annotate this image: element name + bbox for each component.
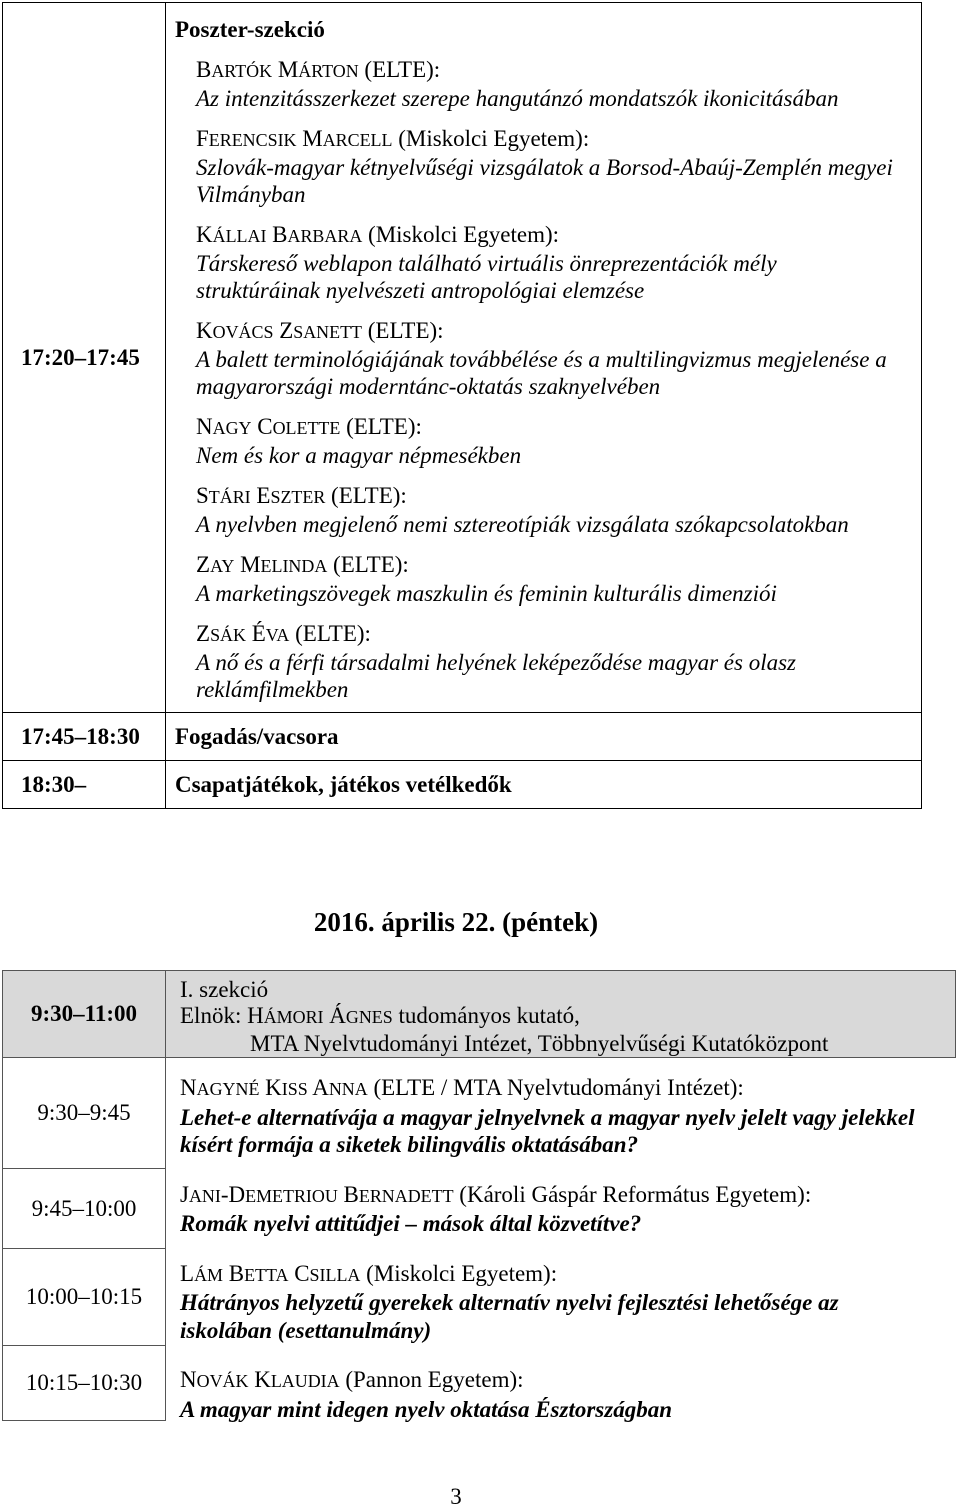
- reception-label: Fogadás/vacsora: [175, 723, 339, 749]
- speaker-name: [180, 1367, 340, 1392]
- games-time: 18:30–: [21, 771, 87, 797]
- name-small-caps-part: VA: [265, 624, 290, 645]
- talk-time: 9:45–10:00: [31, 1195, 137, 1221]
- presenter-line: [196, 317, 921, 346]
- name-initial-part: E: [250, 482, 271, 508]
- speaker-name: [180, 1261, 360, 1286]
- poster-session-time: 17:20–17:45: [21, 344, 140, 370]
- name-small-caps-part: SILLA: [309, 1264, 361, 1285]
- talk-entry: [180, 1181, 952, 1238]
- poster-entry: [166, 125, 921, 209]
- name-small-caps-part: ÁRTON: [298, 60, 359, 81]
- name-small-caps-part: SZTER: [270, 486, 326, 507]
- time-cell-poster-session: [2, 2, 166, 713]
- name-initial-part: K: [196, 317, 213, 343]
- session1-title: I. szekció: [180, 976, 269, 1002]
- talk-time: 10:15–10:30: [25, 1370, 143, 1395]
- presenter-name: [196, 552, 327, 577]
- talk-title-line: Romák nyelvi attitűdjei – mások által közvetítve?: [180, 1211, 642, 1237]
- time-cell-reception: [2, 712, 166, 761]
- name-small-caps-part: AGY: [212, 417, 252, 438]
- presenter-affiliation: (ELTE):: [333, 551, 409, 577]
- page-number: 3: [450, 1484, 462, 1509]
- poster-title-line: A nő és a férfi társadalmi helyének leképeződése magyar és olasz: [196, 649, 796, 675]
- presenter-name: [196, 318, 362, 343]
- poster-title-line: A marketingszövegek maszkulin és feminin kulturális dimenziói: [196, 580, 777, 606]
- name-small-caps-part: ANI: [188, 1185, 221, 1206]
- name-initial-part: S: [196, 482, 209, 508]
- talk-title-line: kísért formája a siketek bilingvális oktatásában?: [180, 1132, 639, 1158]
- speaker-affiliation: (ELTE / MTA Nyelvtudományi Intézet):: [373, 1075, 744, 1101]
- presenter-name: [196, 414, 340, 439]
- name-small-caps-part: ARCELL: [322, 129, 393, 150]
- name-small-caps-part: ERNADETT: [358, 1185, 454, 1206]
- poster-title-line: Az intenzitásszerkezet szerepe hangutánzó mondatszók ikonicitásában: [196, 85, 839, 111]
- name-small-caps-part: ERENCSIK: [208, 129, 297, 150]
- speaker-affiliation: (Miskolci Egyetem):: [366, 1260, 558, 1286]
- name-small-caps-part: OVÁCS: [212, 321, 274, 342]
- poster-title-line: magyarországi moderntánc-oktatás szaknyelvében: [196, 374, 661, 400]
- name-small-caps-part: ÁMORI: [263, 1007, 324, 1028]
- name-initial-part: Z: [273, 317, 294, 343]
- name-initial-part: N: [196, 413, 213, 439]
- name-small-caps-part: OLETTE: [272, 417, 341, 438]
- session1-chair-line: [180, 1003, 955, 1031]
- talk-entry: [180, 1260, 952, 1345]
- reception-time: 17:45–18:30: [21, 723, 140, 749]
- name-small-caps-part: ELINDA: [260, 555, 328, 576]
- poster-title-line: Nem és kor a magyar népmesékben: [196, 443, 522, 469]
- chair-role: tudományos kutató,: [398, 1003, 580, 1029]
- name-small-caps-part: ARTÓK: [211, 60, 273, 81]
- name-initial-part: M: [296, 125, 323, 151]
- chair-name: [247, 1003, 393, 1028]
- session1-header-cell: [165, 970, 956, 1058]
- name-small-caps-part: NNA: [328, 1079, 368, 1100]
- poster-entry: [166, 56, 921, 112]
- talk-title-line: Hátrányos helyzetű gyerekek alternatív nyelvi fejlesztési lehetősége az: [180, 1290, 839, 1316]
- speaker-line: [180, 1181, 952, 1211]
- speaker-line: [180, 1260, 952, 1290]
- day-heading: 2016. április 22. (péntek): [313, 907, 599, 937]
- name-initial-part: É: [245, 620, 266, 646]
- name-small-caps-part: TÁRI: [208, 486, 251, 507]
- name-initial-part: Z: [196, 551, 211, 577]
- name-initial-part: N: [180, 1075, 197, 1101]
- poster-entry: [166, 317, 921, 401]
- presenter-affiliation: (Miskolci Egyetem):: [368, 221, 560, 247]
- time-cell-talk: [2, 1168, 166, 1249]
- poster-title-line: Szlovák-magyar kétnyelvűségi vizsgálatok a Borsod-Abaúj-Zemplén megyei: [196, 154, 893, 180]
- name-initial-part: K: [248, 1367, 271, 1393]
- speaker-line: [180, 1366, 952, 1396]
- name-initial-part: B: [266, 221, 288, 247]
- poster-entry: [166, 620, 921, 704]
- poster-title-line: A balett terminológiájának továbbélése és a multilingvizmus megjelenése a: [196, 347, 887, 373]
- name-small-caps-part: GNES: [345, 1007, 393, 1028]
- name-initial-part: M: [234, 551, 261, 577]
- name-small-caps-part: ETTA: [244, 1264, 289, 1285]
- name-initial-part: K: [259, 1075, 282, 1101]
- talk-title-line: Lehet-e alternatívája a magyar jelnyelvnek a magyar nyelv jelelt vagy jelekkel: [180, 1104, 915, 1130]
- presenter-name: [196, 57, 359, 82]
- name-small-caps-part: ÁM: [194, 1264, 223, 1285]
- time-cell-talk: [2, 1345, 166, 1421]
- name-initial-part: J: [180, 1181, 189, 1207]
- presenter-affiliation: (ELTE):: [295, 620, 371, 646]
- presenter-line: [196, 620, 921, 649]
- poster-title-line: struktúráinak nyelvészeti antropológiai elemzése: [196, 278, 645, 304]
- name-initial-part: C: [288, 1260, 310, 1286]
- name-initial-part: A: [307, 1075, 329, 1101]
- presenter-affiliation: (ELTE):: [346, 413, 422, 439]
- name-initial-part: K: [196, 221, 213, 247]
- poster-title-line: Vilmányban: [196, 182, 306, 208]
- speaker-name: [180, 1182, 454, 1207]
- time-cell-talk: [2, 1248, 166, 1346]
- chair-prefix: Elnök:: [180, 1003, 242, 1029]
- presenter-line: [196, 482, 921, 511]
- poster-title-line: reklámfilmekben: [196, 677, 349, 703]
- presenter-affiliation: (ELTE):: [331, 482, 407, 508]
- presenter-line: [196, 551, 921, 580]
- presenter-name: [196, 222, 362, 247]
- name-small-caps-part: SÁK: [210, 624, 246, 645]
- name-initial-part: B: [337, 1181, 359, 1207]
- speaker-affiliation: (Pannon Egyetem):: [345, 1367, 524, 1393]
- time-cell-games: [2, 760, 166, 809]
- name-small-caps-part: EMETRIOU: [245, 1185, 338, 1206]
- time-cell-talk: [2, 1057, 166, 1169]
- presenter-name: [196, 621, 289, 646]
- presenter-line: [196, 125, 921, 154]
- name-initial-part: N: [180, 1367, 197, 1393]
- time-cell-session1: [2, 970, 166, 1058]
- poster-title-line: A nyelvben megjelenő nemi sztereotípiák vizsgálata szókapcsolatokban: [196, 512, 849, 538]
- name-initial-part: -D: [220, 1181, 246, 1207]
- name-initial-part: L: [180, 1260, 195, 1286]
- presenter-affiliation: (ELTE):: [364, 56, 441, 82]
- name-small-caps-part: AY: [210, 555, 235, 576]
- speaker-name: [180, 1075, 368, 1100]
- session1-talks: [180, 1057, 952, 1423]
- name-initial-part: Á: [323, 1003, 346, 1029]
- talk-time: 10:00–10:15: [25, 1284, 143, 1309]
- games-cell: [165, 760, 922, 809]
- poster-entry: [166, 221, 921, 305]
- name-initial-part: B: [196, 56, 212, 82]
- presenter-line: [196, 56, 921, 85]
- presenter-affiliation: (Miskolci Egyetem):: [398, 125, 590, 151]
- name-small-caps-part: SANETT: [293, 321, 363, 342]
- presenter-name: [196, 126, 392, 151]
- name-initial-part: H: [247, 1003, 264, 1029]
- poster-session-cell: [165, 2, 922, 713]
- name-small-caps-part: ÁLLAI: [212, 225, 267, 246]
- games-label: Csapatjátékok, játékos vetélkedők: [175, 771, 512, 797]
- talk-title-line: iskolában (esettanulmány): [180, 1317, 432, 1343]
- presenter-name: [196, 483, 325, 508]
- name-small-caps-part: OVÁK: [196, 1371, 249, 1392]
- name-initial-part: F: [196, 125, 209, 151]
- chair-affiliation: MTA Nyelvtudományi Intézet, Többnyelvűségi Kutatóközpont: [250, 1030, 829, 1056]
- talk-entry: [180, 1366, 952, 1423]
- speaker-line: [180, 1074, 952, 1104]
- talk-entry: [180, 1074, 952, 1159]
- name-small-caps-part: LAUDIA: [270, 1371, 340, 1392]
- name-small-caps-part: ARBARA: [287, 225, 363, 246]
- reception-cell: [165, 712, 922, 761]
- poster-title-line: Társkereső weblapon található virtuális önreprezentációk mély: [196, 250, 777, 276]
- presenter-line: [196, 413, 921, 442]
- name-small-caps-part: AGYNÉ: [196, 1079, 260, 1100]
- poster-session-title: Poszter-szekció: [175, 17, 325, 42]
- speaker-affiliation: (Károli Gáspár Református Egyetem):: [459, 1181, 812, 1207]
- talk-time: 9:30–9:45: [37, 1100, 131, 1125]
- name-initial-part: C: [251, 413, 273, 439]
- name-initial-part: B: [222, 1260, 245, 1286]
- name-small-caps-part: ISS: [281, 1079, 308, 1100]
- presenter-line: [196, 221, 921, 250]
- poster-entry: [166, 482, 921, 538]
- name-initial-part: M: [272, 56, 299, 82]
- poster-entry: [166, 413, 921, 469]
- poster-entry: [166, 551, 921, 607]
- talk-title-line: A magyar mint idegen nyelv oktatása Észtországban: [180, 1396, 672, 1422]
- name-initial-part: Z: [196, 620, 211, 646]
- presenter-affiliation: (ELTE):: [367, 317, 444, 343]
- session1-time: 9:30–11:00: [30, 1001, 138, 1026]
